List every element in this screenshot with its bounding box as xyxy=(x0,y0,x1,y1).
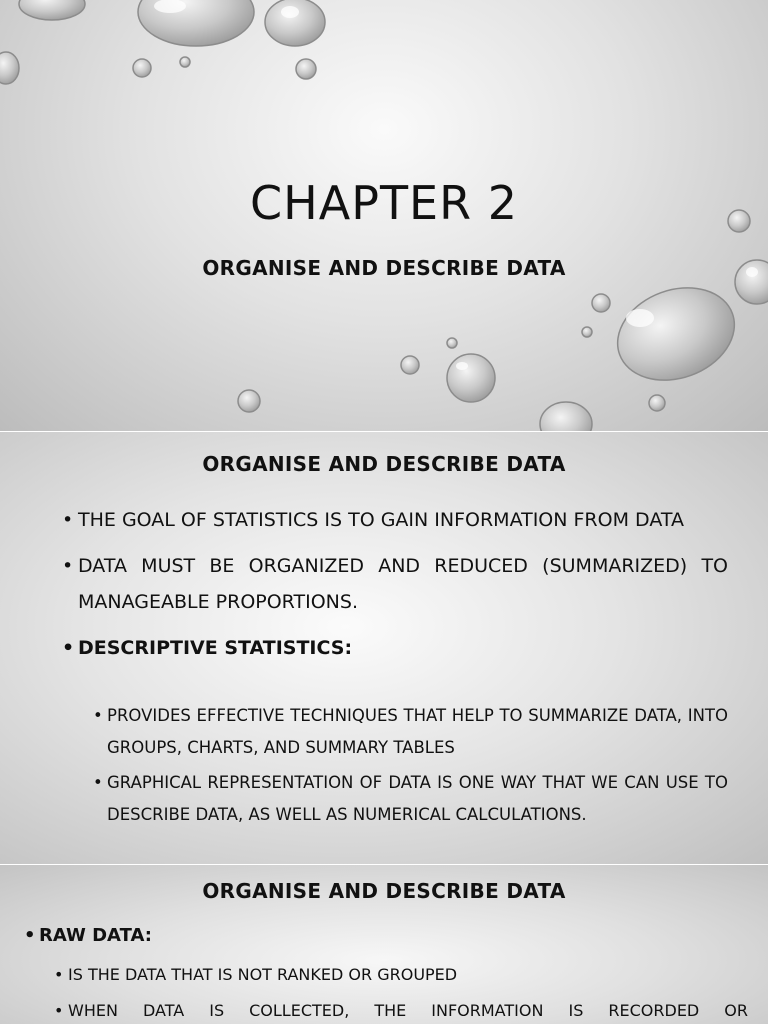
sub-bullet-item: • GRAPHICAL REPRESENTATION OF DATA IS ONE WAY THAT WE CAN USE TO DESCRIBE DATA, AS WELL AS NUMERICAL CALCULATIONS. xyxy=(107,767,728,831)
water-drop xyxy=(296,59,316,79)
sub-bullet-item: • PROVIDES EFFECTIVE TECHNIQUES THAT HELP TO SUMMARIZE DATA, INTO GROUPS, CHARTS, AND SUMMARY TABLES xyxy=(107,700,728,764)
content-slide-raw-data xyxy=(0,865,768,1024)
slide-heading: ORGANISE AND DESCRIBE DATA xyxy=(202,879,566,903)
water-drop xyxy=(0,52,19,84)
water-drop xyxy=(447,354,495,402)
title-slide xyxy=(0,0,768,432)
water-drop xyxy=(133,59,151,77)
water-drop xyxy=(447,338,457,348)
chapter-title: CHAPTER 2 xyxy=(250,176,518,230)
water-drop xyxy=(265,0,325,46)
water-drop xyxy=(582,327,592,337)
slide-heading: ORGANISE AND DESCRIBE DATA xyxy=(202,452,566,476)
water-drop xyxy=(605,272,748,396)
bullet-list xyxy=(78,502,728,676)
water-drop xyxy=(19,0,85,20)
content-slide-descriptive xyxy=(0,432,768,865)
water-drop xyxy=(238,390,260,412)
chapter-subtitle: ORGANISE AND DESCRIBE DATA xyxy=(202,256,566,280)
bullet-list xyxy=(39,921,739,951)
water-drop xyxy=(540,402,592,432)
water-drop xyxy=(592,294,610,312)
bullet-item-heading: • DESCRIPTIVE STATISTICS: xyxy=(78,630,728,666)
water-drop xyxy=(180,57,190,67)
sub-bullet-list xyxy=(68,957,748,1024)
bullet-item: • THE GOAL OF STATISTICS IS TO GAIN INFORMATION FROM DATA xyxy=(78,502,728,538)
sub-bullet-list xyxy=(107,700,728,834)
sub-bullet-item: • WHEN DATA IS COLLECTED, THE INFORMATION IS RECORDED OR xyxy=(68,993,748,1024)
sub-bullet-item: • IS THE DATA THAT IS NOT RANKED OR GROUPED xyxy=(68,957,748,993)
water-drop xyxy=(649,395,665,411)
bullet-item-heading: • RAW DATA: xyxy=(39,921,739,951)
water-drop xyxy=(401,356,419,374)
bullet-item: • DATA MUST BE ORGANIZED AND REDUCED (SUMMARIZED) TO MANAGEABLE PROPORTIONS. xyxy=(78,548,728,620)
